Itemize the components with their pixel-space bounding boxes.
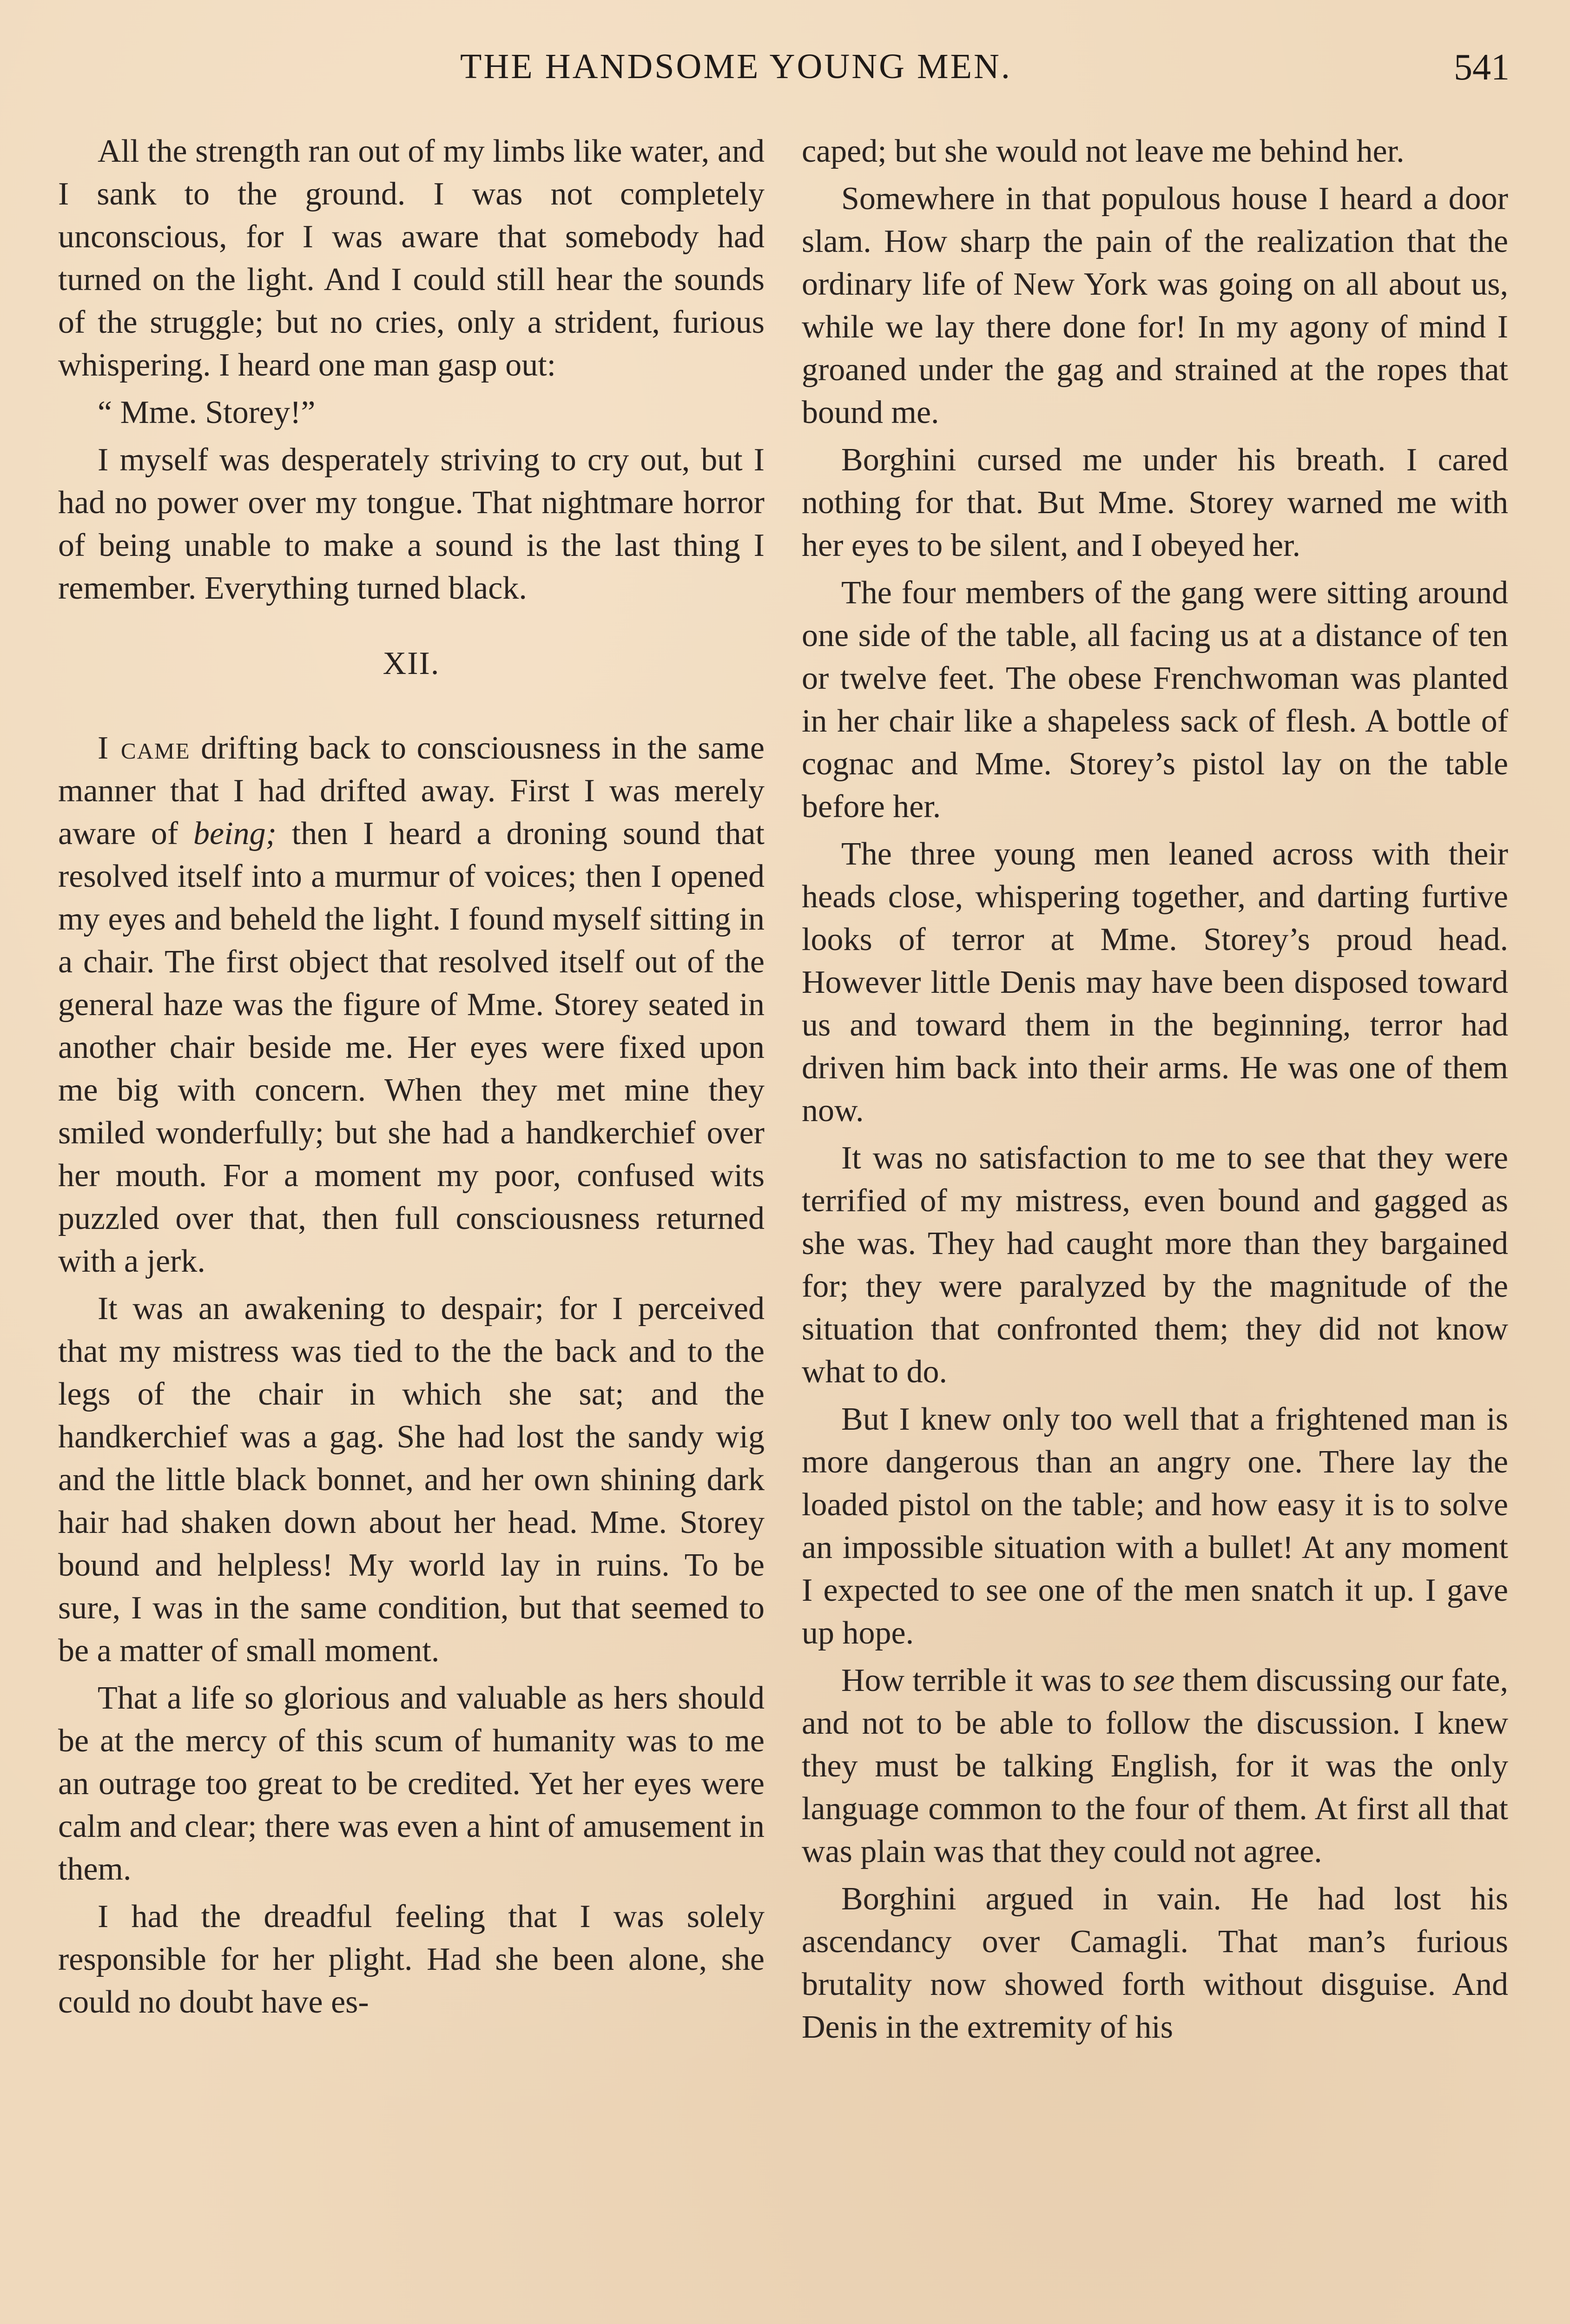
paragraph-text: How terrible it was to	[841, 1663, 1134, 1698]
paragraph: Borghini cursed me under his breath. I cared nothing for that. But Mme. Storey warned me with her eyes to be silent, and I obeyed her.	[802, 442, 1508, 563]
paragraph-continued: caped; but she would not leave me behind her.	[802, 133, 1405, 169]
left-column	[58, 130, 765, 2028]
paragraph: I myself was desperately striving to cry out, but I had no power over my tongue. That nightmare horror of being unable to make a sound is the last thing I remember. Everything turned black.	[58, 442, 765, 606]
paragraph: It was an awakening to despair; for I perceived that my mistress was tied to the the back and to the legs of the chair in which she sat; and the handkerchief was a gag. She had lost the sandy wig and the little black bonnet, and her own shining dark hair had shaken down about her head. Mme. Storey bound and helpless! My world lay in ruins. To be sure, I was in the same condition, but that seemed to be a matter of small moment.	[58, 1291, 765, 1669]
chapter-section-heading: XII.	[383, 646, 440, 681]
running-title: THE HANDSOME YOUNG MEN.	[460, 47, 1012, 86]
paragraph: That a life so glorious and valuable as hers should be at the mercy of this scum of humanity was to me an outrage too great to be credited. Yet her eyes were calm and clear; there was even a hint of amusement in them.	[58, 1680, 765, 1887]
paragraph: “ Mme. Storey!”	[98, 395, 316, 430]
paragraph-text: then I heard a droning sound that resolved itself into a murmur of voices; then I opened my eyes and beheld the light. I found myself sitting in a chair. The first object that resolved itself out of the general haze was the figure of Mme. Storey seated in another chair beside me. Her eyes were fixed upon me big with concern. When they met mine they smiled wonderfully; but she had a handkerchief over her mouth. For a moment my poor, confused wits puzzled over that, then full consciousness returned with a jerk.	[58, 816, 765, 1279]
paragraph: The four members of the gang were sitting around one side of the table, all facing us at a distance of ten or twelve feet. The obese Frenchwoman was planted in her chair like a shapeless sack of flesh. A bottle of cognac and Mme. Storey’s pistol lay on the table before her.	[802, 575, 1508, 825]
paragraph: I had the dreadful feeling that I was solely responsible for her plight. Had she been alone, she could no doubt have es-	[58, 1899, 765, 2020]
page-number: 541	[1454, 47, 1510, 88]
paragraph: The three young men leaned across with their heads close, whispering together, and darting furtive looks of terror at Mme. Storey’s proud head. However little Denis may have been disposed toward us and toward them in the beginning, terror had driven him back into their arms. He was one of them now.	[802, 836, 1508, 1129]
paragraph: But I knew only too well that a frightened man is more dangerous than an angry one. There lay the loaded pistol on the table; and how easy it is to solve an impossible situation with a bullet! At any moment I expected to see one of the men snatch it up. I gave up hope.	[802, 1401, 1508, 1651]
paragraph	[58, 727, 765, 1283]
italic-word: being;	[193, 816, 277, 852]
right-column	[802, 130, 1508, 2053]
paragraph: Borghini argued in vain. He had lost his ascendancy over Camagli. That man’s furious brutality now showed forth without disguise. And Denis in the extremity of his	[802, 1881, 1508, 2045]
italic-word: see	[1133, 1663, 1175, 1698]
paragraph: It was no satisfaction to me to see that they were terrified of my mistress, even bound and gagged as she was. They had caught more than they bargained for; they were paralyzed by the magnitude of the situation that confronted them; they did not know what to do.	[802, 1140, 1508, 1390]
lead-in-smallcaps: I came	[98, 730, 191, 766]
paragraph: All the strength ran out of my limbs like water, and I sank to the ground. I was not completely unconscious, for I was aware that somebody had turned on the light. And I could still hear the sounds of the struggle; but no cries, only a strident, furious whispering. I heard one man gasp out:	[58, 133, 765, 383]
paragraph	[802, 1659, 1508, 1873]
paragraph-text: them discussing our fate, and not to be able to follow the discussion. I knew they must be talking English, for it was the only language common to the four of them. At first all that was plain was that they could not agree.	[802, 1663, 1508, 1869]
paragraph: Somewhere in that populous house I heard a door slam. How sharp the pain of the realization that the ordinary life of New York was going on all about us, while we lay there done for! In my agony of mind I groaned under the gag and strained at the ropes that bound me.	[802, 181, 1508, 430]
paragraph-text: drifting back to consciousness in the same manner that I had drifted away. First I was merely aware of	[58, 730, 765, 852]
